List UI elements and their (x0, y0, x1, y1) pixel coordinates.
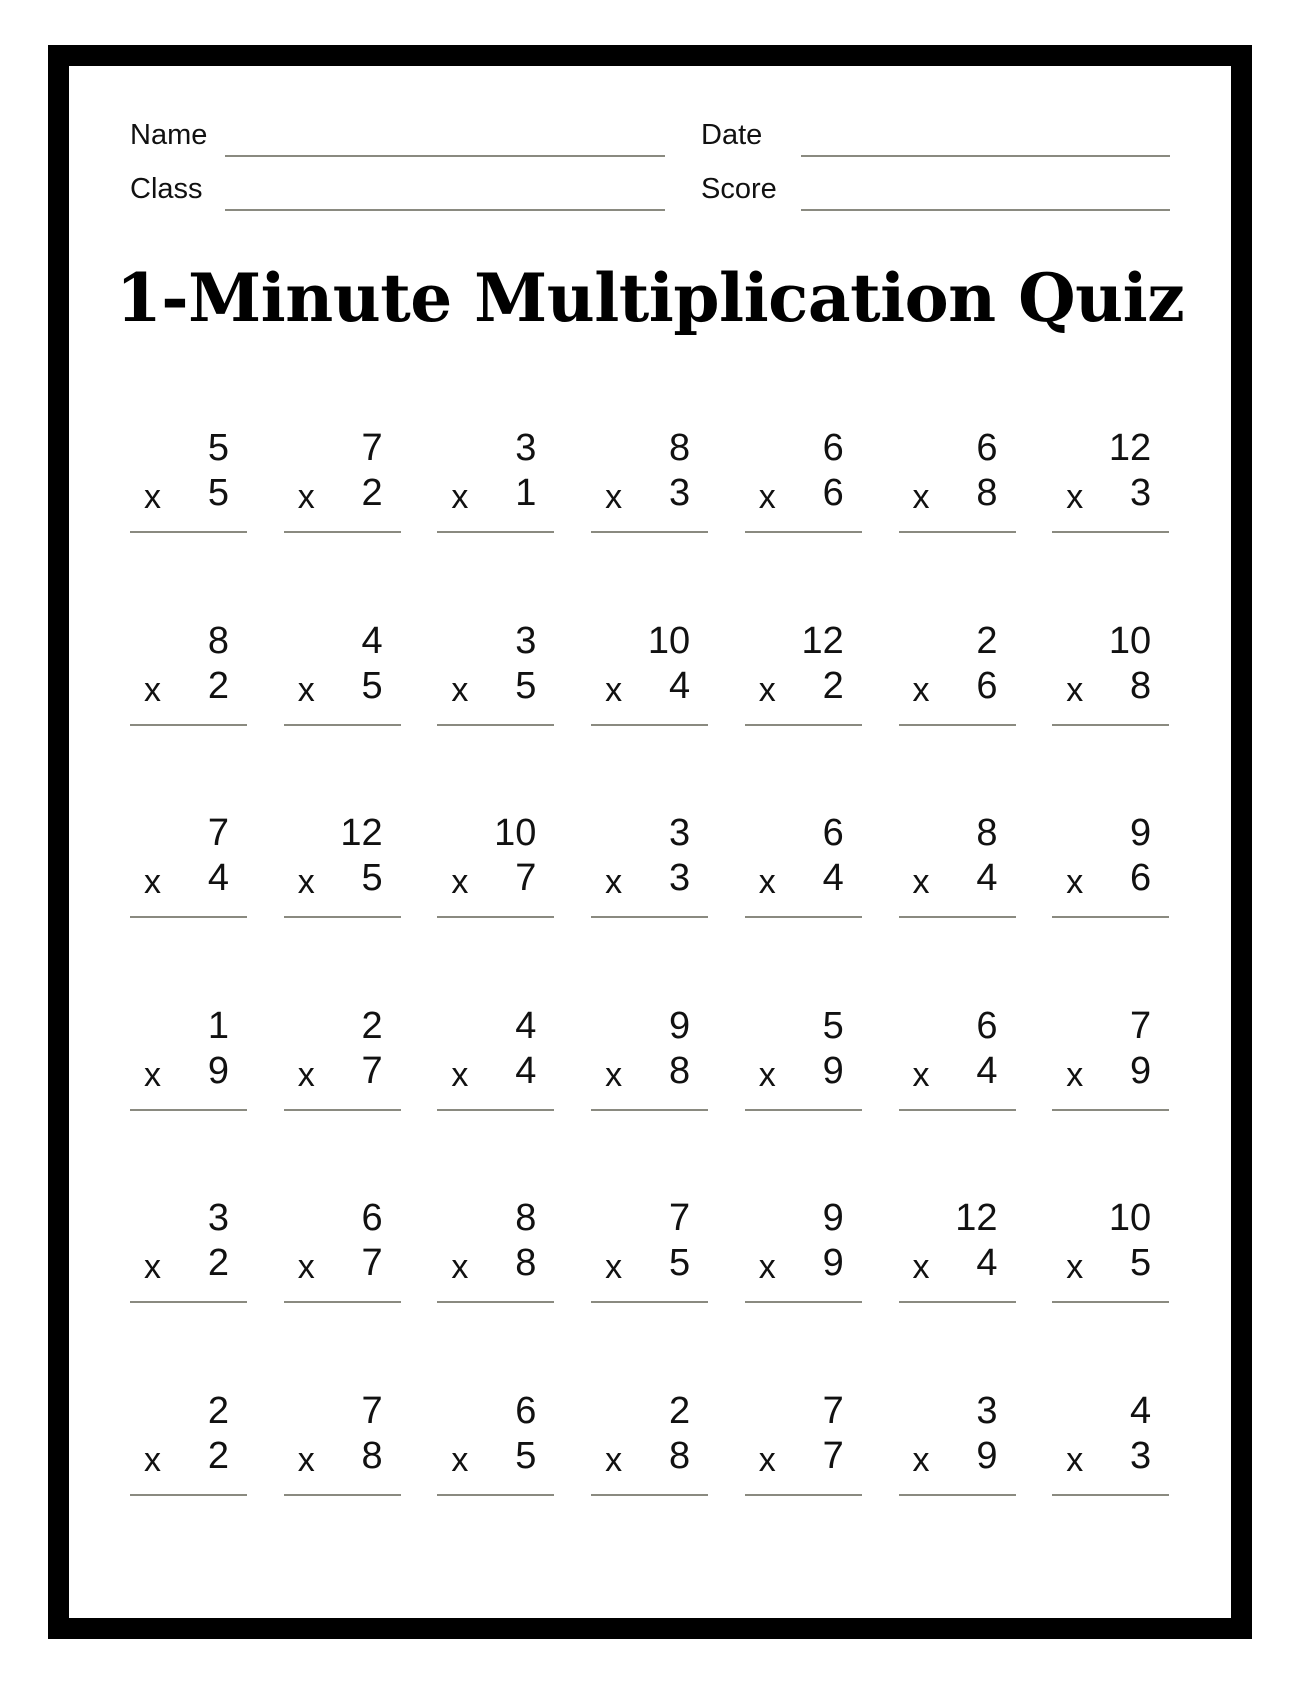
multiplier: 3 (1130, 1434, 1152, 1477)
problem-item (899, 1195, 1016, 1305)
multiplicand: 5 (822, 1004, 844, 1047)
times-sign: x (1066, 863, 1084, 901)
multiplicand: 9 (668, 1004, 691, 1047)
multiplicand: 2 (207, 1389, 229, 1432)
times-sign: x (451, 478, 469, 516)
answer-line[interactable] (284, 1109, 401, 1111)
times-sign: x (451, 1248, 469, 1286)
problem-item (437, 425, 554, 535)
problem-item (745, 1195, 862, 1305)
multiplier: 6 (976, 664, 998, 707)
multiplier: 8 (976, 472, 998, 514)
times-sign: x (297, 670, 315, 709)
multiplicand: 6 (976, 1004, 998, 1047)
problem-item (130, 810, 247, 920)
answer-line[interactable] (130, 1109, 247, 1111)
multiplicand: 6 (976, 427, 998, 469)
problem-item (745, 1388, 862, 1498)
multiplicand: 7 (822, 1389, 844, 1432)
times-sign: x (605, 1248, 623, 1286)
multiplicand: 5 (207, 427, 229, 469)
times-sign: x (758, 478, 776, 516)
times-sign: x (758, 670, 776, 709)
multiplicand: 2 (668, 1389, 691, 1432)
problem-item (591, 810, 708, 920)
multiplier: 5 (515, 1434, 537, 1477)
times-sign: x (605, 1440, 623, 1479)
multiplier: 2 (207, 664, 229, 707)
times-sign: x (144, 670, 161, 709)
multiplier: 8 (515, 1242, 537, 1284)
multiplier: 5 (361, 857, 383, 899)
multiplier: 9 (1130, 1049, 1152, 1092)
score-field (701, 172, 1170, 218)
multiplier: 4 (976, 1049, 998, 1092)
date-field (701, 118, 1170, 164)
problem-item (745, 810, 862, 920)
answer-line[interactable] (591, 1301, 708, 1303)
times-sign: x (758, 1440, 776, 1479)
problem-item (745, 618, 862, 728)
multiplier: 6 (822, 472, 844, 514)
answer-line[interactable] (745, 1301, 862, 1303)
problem-item (437, 810, 554, 920)
multiplicand: 2 (976, 619, 998, 662)
problem-item (591, 425, 708, 535)
problem-item (899, 618, 1016, 728)
multiplier: 7 (515, 857, 537, 899)
multiplier: 2 (207, 1242, 229, 1284)
times-sign: x (144, 863, 161, 901)
problem-item (899, 810, 1016, 920)
answer-line[interactable] (1052, 1109, 1169, 1111)
problem-item (1052, 1195, 1169, 1305)
multiplier: 4 (976, 1242, 998, 1284)
answer-line[interactable] (1052, 1494, 1169, 1496)
times-sign: x (451, 670, 469, 709)
name-line (225, 155, 665, 157)
problem-item (284, 618, 401, 728)
multiplicand: 3 (515, 427, 537, 469)
multiplier: 4 (976, 857, 998, 899)
multiplier: 5 (207, 472, 229, 514)
times-sign: x (297, 1248, 315, 1286)
multiplier: 5 (361, 664, 383, 707)
multiplier: 9 (822, 1242, 844, 1284)
answer-line[interactable] (591, 724, 708, 726)
answer-line[interactable] (745, 916, 862, 918)
problem-item (284, 810, 401, 920)
problem-item (1052, 810, 1169, 920)
multiplicand: 9 (1130, 812, 1152, 854)
answer-line[interactable] (437, 531, 554, 533)
times-sign: x (605, 1055, 623, 1094)
multiplicand: 12 (1108, 427, 1152, 469)
multiplier: 2 (822, 664, 844, 707)
answer-line[interactable] (745, 1109, 862, 1111)
times-sign: x (912, 863, 930, 901)
multiplicand: 10 (1108, 619, 1152, 662)
multiplier: 4 (515, 1049, 537, 1092)
times-sign: x (144, 1440, 161, 1479)
times-sign: x (758, 863, 776, 901)
answer-line[interactable] (130, 1301, 247, 1303)
multiplier: 7 (361, 1242, 383, 1284)
score-label: Score (701, 173, 777, 205)
multiplier: 3 (668, 857, 691, 899)
times-sign: x (1066, 1440, 1084, 1479)
times-sign: x (605, 863, 623, 901)
multiplier: 8 (668, 1434, 691, 1477)
answer-line[interactable] (437, 916, 554, 918)
answer-line[interactable] (745, 1494, 862, 1496)
answer-line[interactable] (899, 1301, 1016, 1303)
problem-item (130, 425, 247, 535)
multiplicand: 3 (976, 1389, 998, 1432)
multiplier: 1 (515, 472, 537, 514)
times-sign: x (451, 1440, 469, 1479)
class-label: Class (130, 173, 203, 205)
multiplier: 9 (976, 1434, 998, 1477)
problem-item (591, 1388, 708, 1498)
times-sign: x (605, 478, 623, 516)
multiplicand: 3 (668, 812, 691, 854)
multiplicand: 8 (976, 812, 998, 854)
answer-line[interactable] (130, 531, 247, 533)
answer-line[interactable] (284, 531, 401, 533)
multiplier: 4 (207, 857, 229, 899)
multiplier: 8 (1130, 664, 1152, 707)
multiplier: 5 (515, 664, 537, 707)
problem-item (1052, 1388, 1169, 1498)
times-sign: x (144, 1248, 161, 1286)
multiplicand: 6 (822, 812, 844, 854)
answer-line[interactable] (437, 724, 554, 726)
answer-line[interactable] (437, 1109, 554, 1111)
answer-line[interactable] (130, 1494, 247, 1496)
problem-item (284, 425, 401, 535)
multiplicand: 7 (361, 427, 383, 469)
times-sign: x (912, 1055, 930, 1094)
problem-item (899, 1388, 1016, 1498)
times-sign: x (912, 670, 930, 709)
problem-item (745, 425, 862, 535)
times-sign: x (144, 478, 161, 516)
multiplicand: 6 (822, 427, 844, 469)
multiplicand: 10 (647, 619, 691, 662)
answer-line[interactable] (284, 916, 401, 918)
multiplier: 9 (207, 1049, 229, 1092)
answer-line[interactable] (591, 1494, 708, 1496)
answer-line[interactable] (1052, 1301, 1169, 1303)
problem-item (591, 618, 708, 728)
problem-item (1052, 618, 1169, 728)
class-field (130, 172, 665, 218)
problem-item (130, 618, 247, 728)
problem-item (437, 1388, 554, 1498)
times-sign: x (912, 1440, 930, 1479)
problem-item (591, 1195, 708, 1305)
multiplier: 2 (361, 472, 383, 514)
problem-item (284, 1195, 401, 1305)
answer-line[interactable] (591, 531, 708, 533)
times-sign: x (758, 1055, 776, 1094)
answer-line[interactable] (745, 531, 862, 533)
answer-line[interactable] (899, 916, 1016, 918)
multiplicand: 7 (207, 812, 229, 854)
multiplier: 2 (207, 1434, 229, 1477)
multiplier: 4 (668, 664, 691, 707)
multiplicand: 12 (801, 619, 844, 662)
answer-line[interactable] (284, 1494, 401, 1496)
answer-line[interactable] (899, 724, 1016, 726)
times-sign: x (297, 478, 315, 516)
answer-line[interactable] (1052, 916, 1169, 918)
answer-line[interactable] (899, 1109, 1016, 1111)
multiplicand: 9 (822, 1197, 844, 1239)
problem-item (591, 1003, 708, 1113)
problem-item (437, 1003, 554, 1113)
problem-item (437, 1195, 554, 1305)
multiplier: 7 (822, 1434, 844, 1477)
times-sign: x (1066, 1055, 1084, 1094)
answer-line[interactable] (130, 724, 247, 726)
multiplicand: 12 (340, 812, 383, 854)
times-sign: x (144, 1055, 161, 1094)
multiplicand: 7 (361, 1389, 383, 1432)
times-sign: x (605, 670, 623, 709)
multiplicand: 8 (515, 1197, 537, 1239)
multiplicand: 6 (361, 1197, 383, 1239)
page-title: 1-Minute Multiplication Quiz (115, 259, 1185, 337)
problem-item (1052, 425, 1169, 535)
problem-item (130, 1388, 247, 1498)
multiplier: 5 (668, 1242, 691, 1284)
multiplier: 9 (822, 1049, 844, 1092)
multiplicand: 2 (361, 1004, 383, 1047)
answer-line[interactable] (591, 916, 708, 918)
problem-item (1052, 1003, 1169, 1113)
answer-line[interactable] (1052, 531, 1169, 533)
problem-item (284, 1388, 401, 1498)
times-sign: x (451, 1055, 469, 1094)
date-label: Date (701, 119, 763, 151)
multiplicand: 4 (361, 619, 383, 662)
times-sign: x (297, 1055, 315, 1094)
multiplier: 3 (668, 472, 691, 514)
problem-item (745, 1003, 862, 1113)
date-line (801, 155, 1170, 157)
multiplicand: 6 (515, 1389, 537, 1432)
multiplier: 8 (668, 1049, 691, 1092)
times-sign: x (451, 863, 469, 901)
answer-line[interactable] (437, 1301, 554, 1303)
name-label: Name (130, 119, 208, 151)
multiplicand: 10 (1108, 1197, 1152, 1239)
problem-item (130, 1195, 247, 1305)
multiplicand: 4 (515, 1004, 537, 1047)
problem-item (899, 1003, 1016, 1113)
multiplier: 8 (361, 1434, 383, 1477)
times-sign: x (1066, 670, 1084, 709)
times-sign: x (912, 1248, 930, 1286)
multiplicand: 4 (1130, 1389, 1152, 1432)
problem-item (284, 1003, 401, 1113)
multiplicand: 8 (668, 427, 691, 469)
answer-line[interactable] (284, 724, 401, 726)
problem-item (899, 425, 1016, 535)
multiplicand: 7 (1130, 1004, 1152, 1047)
multiplier: 6 (1130, 857, 1152, 899)
name-field (130, 118, 665, 164)
multiplicand: 7 (668, 1197, 691, 1239)
multiplier: 3 (1130, 472, 1152, 514)
multiplicand: 10 (494, 812, 537, 854)
multiplicand: 12 (955, 1197, 998, 1239)
answer-line[interactable] (899, 1494, 1016, 1496)
multiplier: 5 (1130, 1242, 1152, 1284)
score-line (801, 209, 1170, 211)
answer-line[interactable] (1052, 724, 1169, 726)
times-sign: x (758, 1248, 776, 1286)
times-sign: x (912, 478, 930, 516)
answer-line[interactable] (437, 1494, 554, 1496)
answer-line[interactable] (899, 531, 1016, 533)
problem-item (437, 618, 554, 728)
multiplicand: 8 (207, 619, 229, 662)
multiplier: 7 (361, 1049, 383, 1092)
times-sign: x (297, 1440, 315, 1479)
multiplicand: 3 (515, 619, 537, 662)
answer-line[interactable] (284, 1301, 401, 1303)
answer-line[interactable] (591, 1109, 708, 1111)
answer-line[interactable] (130, 916, 247, 918)
class-line (225, 209, 665, 211)
times-sign: x (297, 863, 315, 901)
multiplicand: 3 (207, 1197, 229, 1239)
times-sign: x (1066, 1248, 1084, 1286)
problem-item (130, 1003, 247, 1113)
multiplicand: 1 (207, 1004, 229, 1047)
student-info (130, 118, 1170, 228)
times-sign: x (1066, 478, 1084, 516)
multiplier: 4 (822, 857, 844, 899)
answer-line[interactable] (745, 724, 862, 726)
